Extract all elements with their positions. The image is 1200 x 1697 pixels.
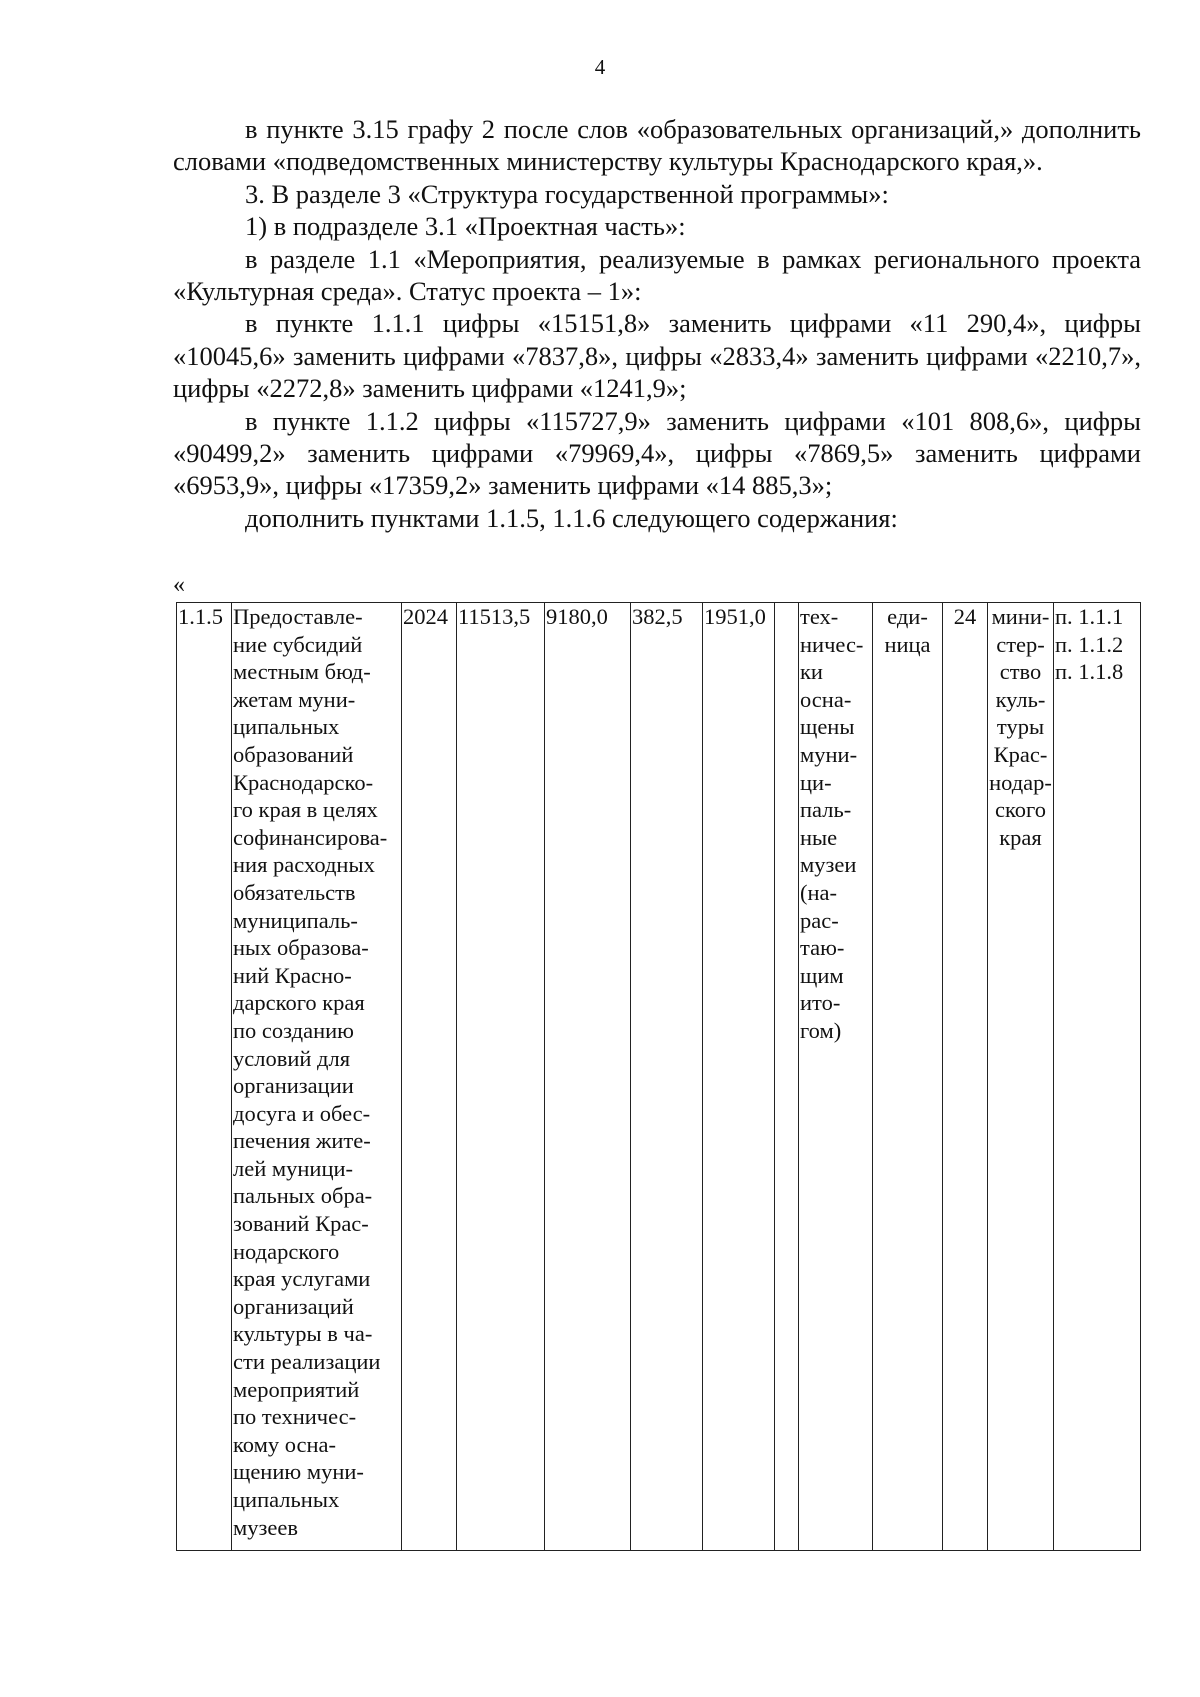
paragraph: в пункте 1.1.1 цифры «15151,8» заменить цифрами «11 290,4», цифры «10045,6» заменить цифрами «7837,8», цифры «2833,4» заменить цифрами «2210,7», цифры «2272,8» заменить цифрами «1241,9»;: [173, 308, 1141, 404]
paragraph: в разделе 1.1 «Мероприятия, реализуемые в рамках регионального проекта «Культурная среда». Статус проекта – 1»:: [173, 243, 1141, 307]
cell-total: 11513,5: [457, 603, 545, 1551]
paragraph: в пункте 1.1.2 цифры «115727,9» заменить цифрами «101 808,6», цифры «90499,2» заменить цифрами «79969,4», цифры «7869,5» заменить цифрами «6953,9», цифры «17359,2» заменить цифрами «14 885,3»;: [173, 405, 1141, 501]
cell-unit: еди- ница: [873, 603, 943, 1551]
cell-result-indicator: тех- ничес- ки осна- щены муни- ци- паль- ные музеи (на- рас- таю- щим ито- гом): [799, 603, 873, 1551]
cell-year: 2024: [402, 603, 457, 1551]
page-number: 4: [594, 55, 606, 79]
cell-local-budget: 1951,0: [703, 603, 775, 1551]
cell-value: 24: [943, 603, 988, 1551]
paragraph: дополнить пунктами 1.1.5, 1.1.6 следующего содержания:: [245, 502, 898, 533]
cell-federal-budget: 9180,0: [545, 603, 631, 1551]
insert-table: [176, 602, 1141, 1551]
cell-item-number: 1.1.5: [177, 603, 232, 1551]
cell-regional-budget: 382,5: [631, 603, 703, 1551]
table-row: [177, 603, 1141, 1551]
cell-executor: мини- стер- ство куль- туры Крас- нодар- ского края: [988, 603, 1054, 1551]
cell-extrabudgetary: [775, 603, 799, 1551]
paragraph: 1) в подразделе 3.1 «Проектная часть»:: [245, 211, 686, 242]
paragraph: в пункте 3.15 графу 2 после слов «образовательных организаций,» дополнить словами «подведомственных министерству культуры Краснодарского края,».: [173, 114, 1141, 177]
opening-quote: «: [173, 572, 185, 598]
body-text: [173, 113, 1141, 534]
cell-activity-name: Предоставле- ние субсидий местным бюд- жетам муни- ципальных образований Краснодарско- го края в целях софинансирова- ния расходных обязательств муниципаль- ных образова- ний Красно- дарского края по созданию условий для организации досуга и обес- печения жите- лей муници- пальных обра- зований Крас- нодарского края услугами организаций культуры в ча- сти реализации мероприятий по техничес- кому осна- щению муни- ципальных музеев: [232, 603, 402, 1551]
cell-links: п. 1.1.1 п. 1.1.2 п. 1.1.8: [1054, 603, 1141, 1551]
paragraph: 3. В разделе 3 «Структура государственной программы»:: [245, 178, 889, 209]
